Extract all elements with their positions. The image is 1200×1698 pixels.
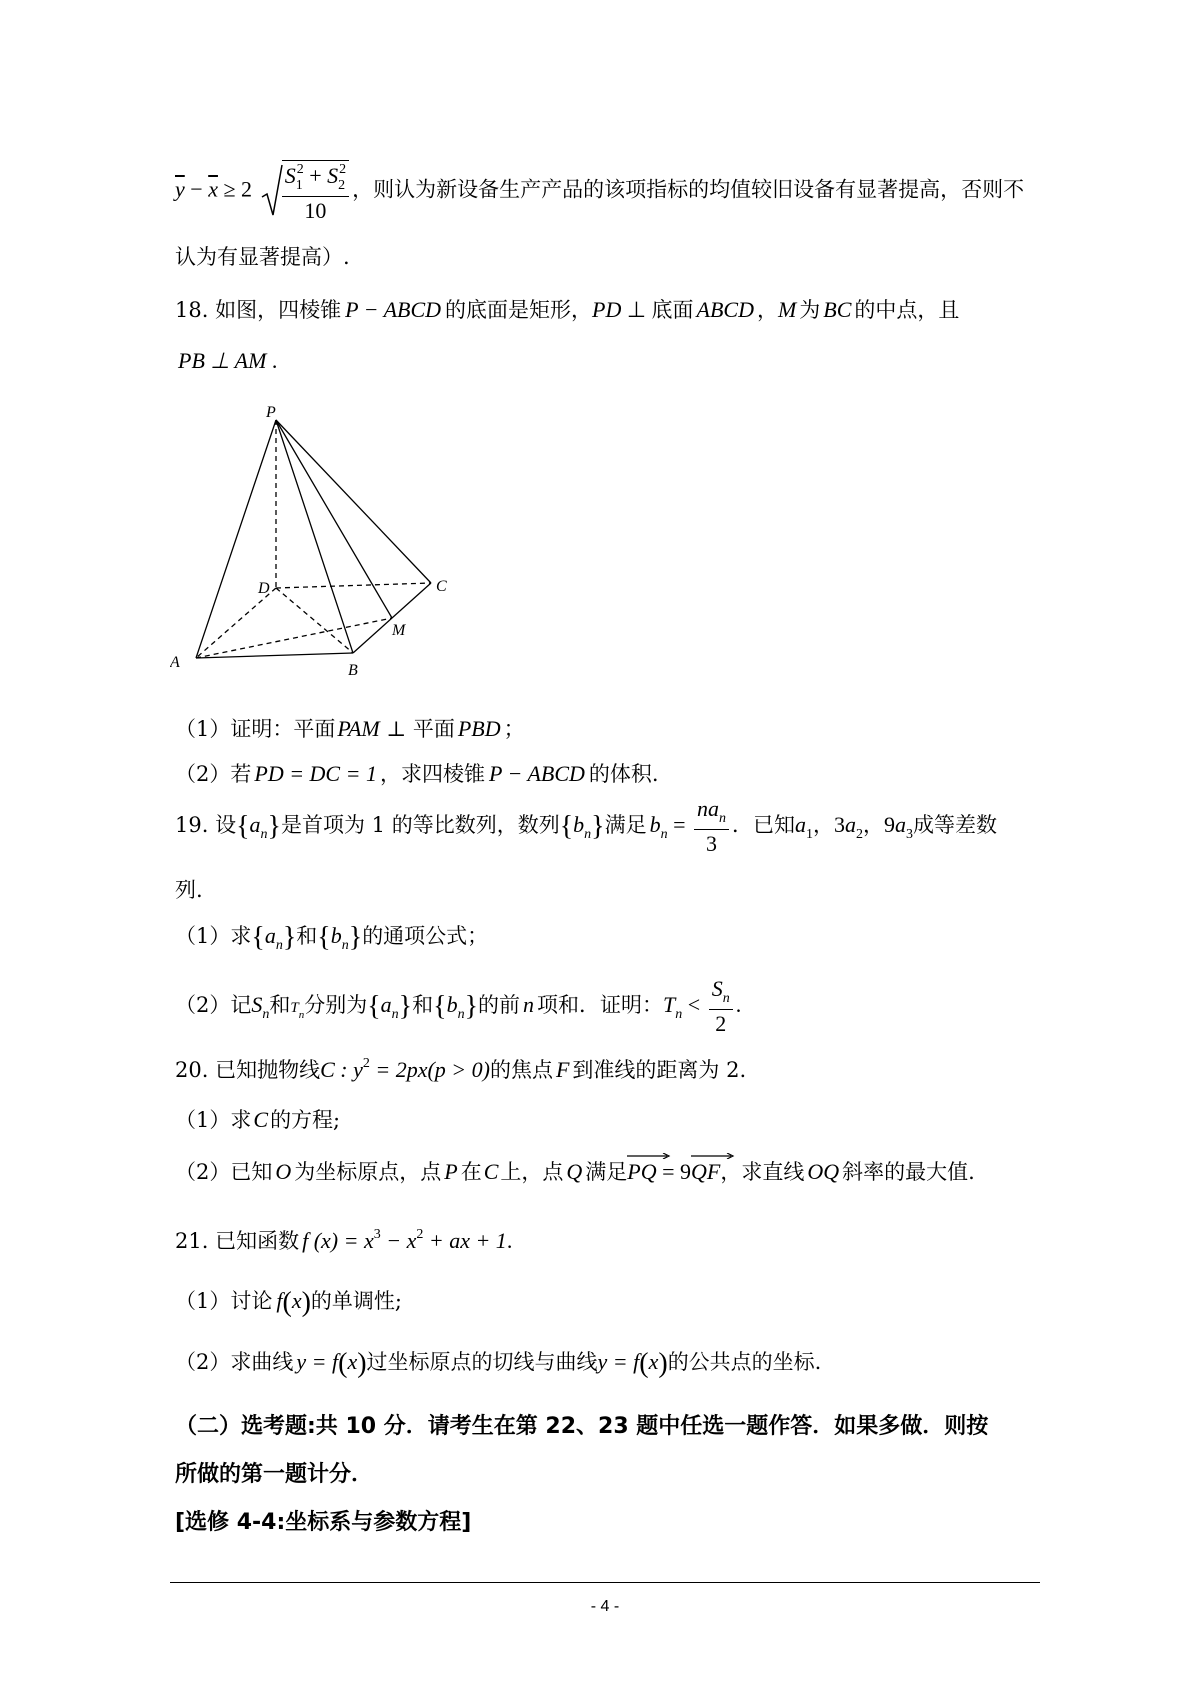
- question-20: 20. 已知抛物线C : $y^2 = 2px(p > 0)$的焦点 F 到准线的距离为 2.: [175, 1056, 747, 1082]
- question-18-part-2: （2）若 PD = DC = 1 ，求四棱锥 P − ABCD 的体积.: [175, 761, 659, 786]
- sqrt-sign: [261, 163, 283, 219]
- label-m: M: [392, 622, 406, 639]
- formula-line: $\overline{y} - \overline{x} \ge 2$ $\frac{S_1^2 + S_2^2}{10}$ ，则认为新设备生产产品的该项指标的均值较旧设备有显著提高，否则不: [175, 162, 1025, 223]
- label-a: A: [170, 654, 180, 671]
- question-19-part-1: （1）求$\{a_n\}$和$\{b_n\}$的通项公式；: [175, 922, 489, 953]
- label-b: B: [348, 662, 358, 679]
- question-18-part-1: （1）证明：平面PAM ⊥ 平面 PBD ；: [175, 716, 525, 741]
- edge-dc: [276, 583, 431, 588]
- question-20-part-1: （1）求C的方程;: [175, 1107, 341, 1132]
- question-19: 19. 设$\{a_n\}$是首项为 1 的等比数列，数列$\{b_n\}$满足 $b_n$ = $\frac{na_n}{3}$ ．已知$a_1$，$3a_2$，$9a_3$成等差数: [175, 796, 998, 856]
- question-21-part-2: （2）求曲线 y = f(x)过坐标原点的切线与曲线y = f(x)的公共点的坐标.: [175, 1348, 822, 1379]
- pyramid-diagram: [170, 405, 470, 685]
- footer-divider: [170, 1582, 1040, 1583]
- question-21: 21. 已知函数 f $(x) = x^3 - x^2$ + ax + 1.: [175, 1227, 513, 1253]
- elective-title: [选修 4-4:坐标系与参数方程]: [175, 1510, 472, 1535]
- text-line: 认为有显著提高）.: [175, 245, 350, 269]
- page-number: - 4 -: [590, 1598, 620, 1615]
- edge-pb: [276, 420, 353, 653]
- question-20-part-2: （2）已知 O 为坐标原点，点 P 在C上，点 Q 满足 PQ = 9 QF，求直线 OQ 斜率的最大值.: [175, 1161, 975, 1183]
- sqrt-fraction: $\frac{S_1^2 + S_2^2}{10}$: [282, 160, 349, 222]
- edge-ab: [196, 653, 353, 658]
- question-21-part-1: （1）讨论 f(x)的单调性;: [175, 1287, 402, 1318]
- edge-am: [196, 618, 392, 658]
- question-18-condition: PB ⊥ AM .: [178, 348, 278, 373]
- fraction-na-over-3: $\frac{na_n}{3}$: [694, 798, 729, 855]
- edge-pm: [276, 420, 392, 618]
- edge-pa: [196, 420, 276, 658]
- label-c: C: [436, 578, 447, 595]
- vector-qf: QF: [691, 1161, 720, 1183]
- label-p: P: [266, 405, 276, 421]
- section-heading-cont: 所做的第一题计分．: [175, 1462, 374, 1487]
- vector-pq: PQ: [627, 1161, 656, 1183]
- label-d: D: [258, 580, 270, 597]
- question-19-part-2: （2）记$S_n$和$T_n$分别为$\{a_n\}$和$\{b_n\}$的前 n 项和．证明：$T_n$ < $\frac{S_n}{2}$ .: [175, 976, 742, 1036]
- section-heading: （二）选考题:共 10 分．请考生在第 22、23 题中任选一题作答．如果多做．则按: [175, 1414, 989, 1439]
- text-line: 列.: [175, 878, 203, 902]
- edge-pc: [276, 420, 431, 583]
- edge-db: [276, 588, 353, 653]
- question-18: 18. 如图，四棱锥 P − ABCD 的底面是矩形，PD ⊥ 底面 ABCD ，M 为 BC 的中点，且: [175, 297, 960, 322]
- fraction-sn-over-2: $\frac{S_n}{2}$: [709, 978, 733, 1035]
